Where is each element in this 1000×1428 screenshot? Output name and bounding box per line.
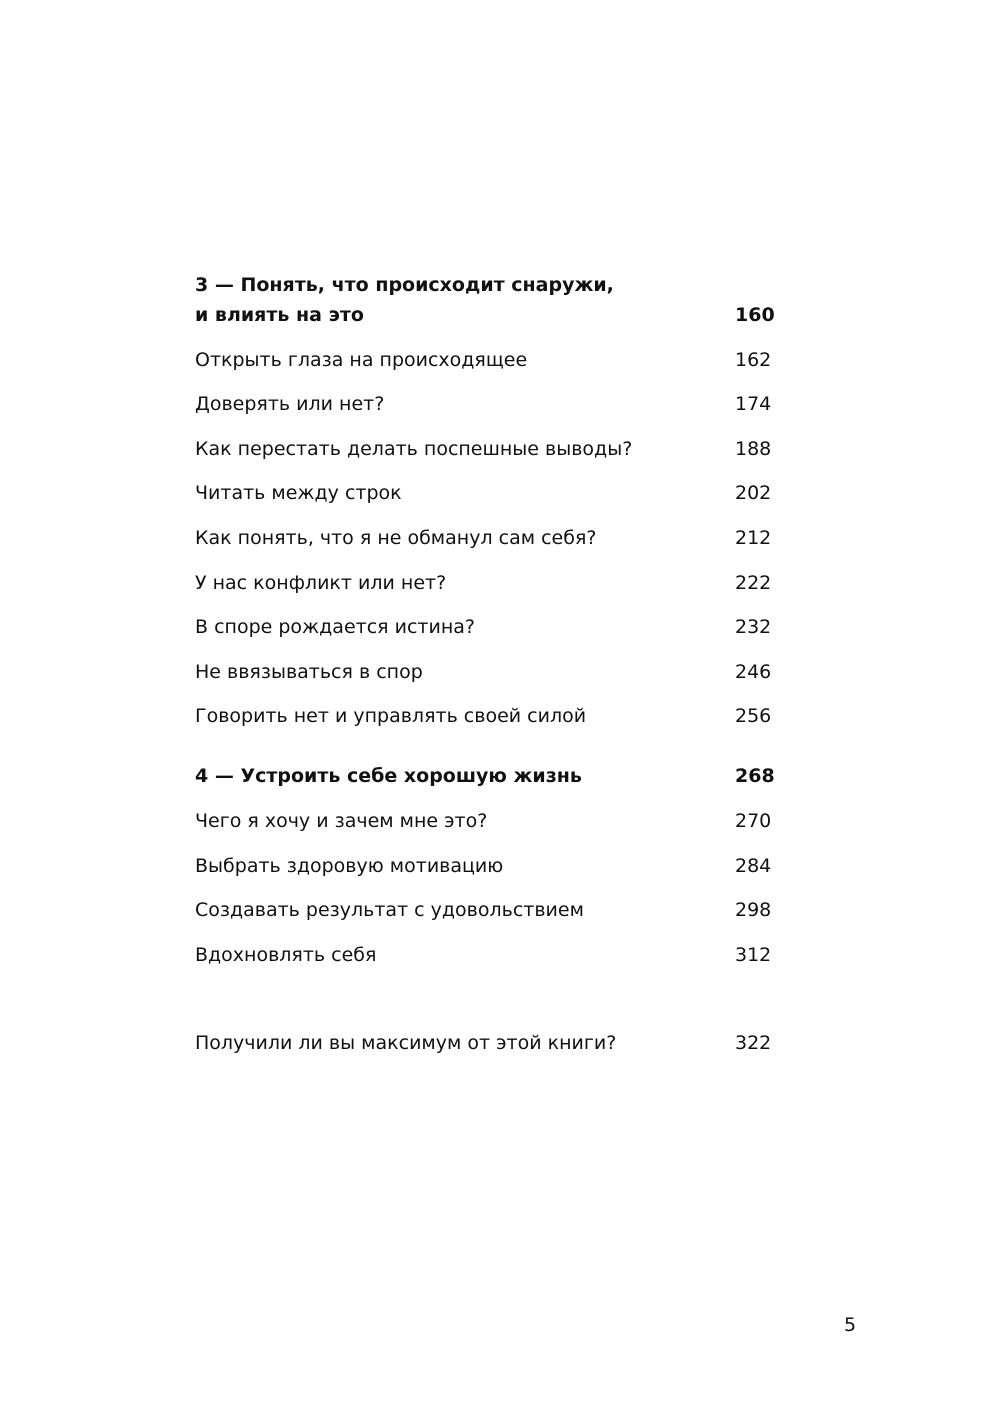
toc-entry-title: Выбрать здоровую мотивацию [195, 854, 504, 877]
toc-entry [195, 523, 775, 553]
toc-entry-page: 188 [735, 437, 772, 460]
toc-entry-page: 174 [735, 393, 772, 416]
toc-entry-page: 270 [735, 809, 772, 832]
toc-final-entry [195, 1028, 775, 1058]
toc-entry [195, 806, 775, 836]
toc-entry-page: 222 [735, 571, 772, 594]
section-heading-title [195, 270, 735, 330]
toc-entry-title: Не ввязываться в спор [195, 660, 423, 683]
toc-entry-title: Как понять, что я не обманул сам себя? [195, 526, 597, 549]
section-heading-line-1: 3 — Понять, что происходит снаружи, [195, 274, 614, 296]
section-heading-page: 268 [735, 765, 775, 788]
toc-entry-page: 322 [735, 1031, 772, 1054]
toc-section-3 [195, 270, 775, 731]
toc-entry [195, 389, 775, 419]
toc-entry-title: Открыть глаза на происходящее [195, 348, 528, 371]
toc-entry [195, 701, 775, 731]
toc-entry-title: Чего я хочу и зачем мне это? [195, 809, 488, 832]
toc-entry [195, 568, 775, 598]
toc-entry-page: 202 [735, 482, 772, 505]
page-number: 5 [844, 1314, 857, 1336]
section-heading-line-2: и влиять на это [195, 304, 364, 326]
toc-entry [195, 657, 775, 687]
table-of-contents [195, 270, 775, 1072]
section-heading [195, 270, 775, 330]
section-heading-title: 4 — Устроить себе хорошую жизнь [195, 765, 582, 788]
toc-entry [195, 940, 775, 970]
toc-entry-page: 212 [735, 526, 772, 549]
toc-entry-page: 232 [735, 616, 772, 639]
toc-entry-title: Доверять или нет? [195, 393, 385, 416]
toc-entry-title: Создавать результат с удовольствием [195, 899, 584, 922]
toc-entry-page: 246 [735, 660, 772, 683]
toc-entry-page: 256 [735, 705, 772, 728]
toc-entry-page: 298 [735, 899, 772, 922]
section-heading-page: 160 [735, 304, 775, 326]
toc-entry-title: Говорить нет и управлять своей силой [195, 705, 587, 728]
toc-entry-title: Получили ли вы максимум от этой книги? [195, 1031, 617, 1054]
toc-entry-title: Как перестать делать поспешные выводы? [195, 437, 633, 460]
toc-section-4 [195, 761, 775, 969]
toc-entry-page: 162 [735, 348, 772, 371]
toc-entry [195, 612, 775, 642]
toc-entry [195, 345, 775, 375]
toc-entry-title: У нас конфликт или нет? [195, 571, 447, 594]
toc-entry [195, 478, 775, 508]
toc-entry-title: В споре рождается истина? [195, 616, 475, 639]
section-heading [195, 761, 775, 791]
toc-entry-page: 284 [735, 854, 772, 877]
toc-entry-page: 312 [735, 943, 772, 966]
toc-entry [195, 895, 775, 925]
toc-entry-title: Вдохновлять себя [195, 943, 377, 966]
toc-entry [195, 851, 775, 881]
toc-entry [195, 434, 775, 464]
toc-entry-title: Читать между строк [195, 482, 402, 505]
